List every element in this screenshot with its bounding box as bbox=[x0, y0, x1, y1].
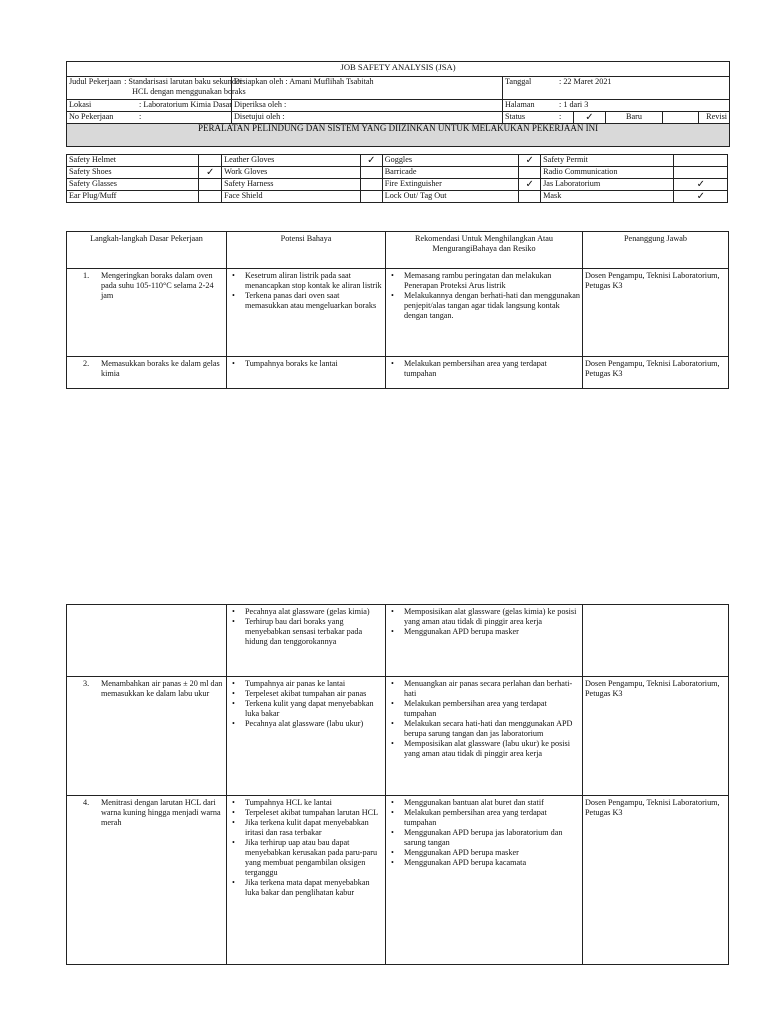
halaman-label: Halaman bbox=[505, 100, 535, 109]
jsa-steps-table-continued bbox=[66, 604, 729, 965]
recommendation-item: • Melakukan pembersihan area yang terdapat tumpahan bbox=[404, 359, 580, 379]
ppe-checkbox[interactable] bbox=[199, 191, 222, 203]
step-2-cell bbox=[67, 357, 227, 389]
lokasi-value: : Laboratorium Kimia Dasar bbox=[139, 100, 232, 109]
recommendation-item: • Memposisikan alat glassware (gelas kimia) ke posisi yang aman atau tidak di pinggir area kerja bbox=[404, 607, 580, 627]
hazard-item: • Terkena panas dari oven saat memasukkan atau mengeluarkan boraks bbox=[245, 291, 383, 311]
col-rekomendasi: Rekomendasi Untuk Menghilangkan Atau MengurangiBahaya dan Resiko bbox=[386, 232, 583, 269]
ppe-label: Safety Shoes bbox=[67, 167, 199, 179]
status-revisi-label: Revisi bbox=[699, 112, 730, 124]
recommendation-item: • Melakukannya dengan berhati-hati dan menggunakan penjepit/alas tangan agar tidak langsung kontak dengan tangan. bbox=[404, 291, 580, 321]
hazard-item: • Terhirup bau dari boraks yang menyebabkan sensasi terbakar pada hidung dan tenggorokannya bbox=[245, 617, 383, 647]
step-1-text: Mengeringkan boraks dalam oven pada suhu 105-110°C selama 2-24 jam bbox=[101, 271, 214, 300]
hazard-item: • Jika terkena kulit dapat menyebabkan iritasi dan rasa terbakar bbox=[245, 818, 383, 838]
tanggal-value: : 22 Maret 2021 bbox=[559, 77, 612, 86]
ppe-label: Work Gloves bbox=[222, 167, 361, 179]
step-4-pj: Dosen Pengampu, Teknisi Laboratorium, Petugas K3 bbox=[583, 796, 729, 965]
ppe-checkbox[interactable] bbox=[360, 167, 382, 179]
step-2-continued-hazards bbox=[227, 605, 386, 677]
step-2-recommendations bbox=[386, 357, 583, 389]
ppe-checkbox[interactable]: ✓ bbox=[519, 155, 541, 167]
status-cell bbox=[503, 112, 574, 124]
hazard-item: • Tumpahnya HCL ke lantai bbox=[245, 798, 383, 808]
step-3-cell bbox=[67, 677, 227, 796]
col-potensi: Potensi Bahaya bbox=[227, 232, 386, 269]
tanggal-label: Tanggal bbox=[505, 77, 532, 86]
hazard-item: • Terpeleset akibat tumpahan larutan HCL bbox=[245, 808, 383, 818]
ppe-label: Mask bbox=[541, 191, 674, 203]
step-2-continued-recommendations bbox=[386, 605, 583, 677]
ppe-checkbox[interactable] bbox=[519, 191, 541, 203]
recommendation-item: • Memasang rambu peringatan dan melakukan Penerapan Proteksi Arus listrik bbox=[404, 271, 580, 291]
status-baru-check[interactable]: ✓ bbox=[574, 112, 606, 124]
step-3-recommendations bbox=[386, 677, 583, 796]
judul-label: Judul Pekerjaan bbox=[69, 77, 122, 86]
diperiksa-oleh: Diperiksa oleh : bbox=[232, 100, 503, 112]
ppe-label: Jas Laboratorium bbox=[541, 179, 674, 191]
recommendation-item: • Menggunakan APD berupa kacamata bbox=[404, 858, 580, 868]
ppe-label: Leather Gloves bbox=[222, 155, 361, 167]
tanggal-cell bbox=[503, 77, 730, 100]
ppe-label: Safety Helmet bbox=[67, 155, 199, 167]
hazard-item: • Tumpahnya boraks ke lantai bbox=[245, 359, 383, 369]
step-2-continued-cell bbox=[67, 605, 227, 677]
step-3-hazards bbox=[227, 677, 386, 796]
hazard-item: • Terpeleset akibat tumpahan air panas bbox=[245, 689, 383, 699]
jsa-title: JOB SAFETY ANALYSIS (JSA) bbox=[67, 62, 730, 77]
hazard-item: • Pecahnya alat glassware (gelas kimia) bbox=[245, 607, 383, 617]
step-2-hazards bbox=[227, 357, 386, 389]
ppe-label: Safety Glasses bbox=[67, 179, 199, 191]
judul-pekerjaan-cell bbox=[67, 77, 246, 100]
hazard-item: • Terkena kulit yang dapat menyebabkan luka bakar bbox=[245, 699, 383, 719]
jsa-steps-table bbox=[66, 231, 729, 389]
step-2-continued-pj bbox=[583, 605, 729, 677]
ppe-label: Radio Communication bbox=[541, 167, 674, 179]
ppe-checkbox[interactable] bbox=[199, 179, 222, 191]
ppe-label: Lock Out/ Tag Out bbox=[382, 191, 519, 203]
ppe-label: Face Shield bbox=[222, 191, 361, 203]
step-4-text: Menitrasi dengan larutan HCL dari warna kuning hingga menjadi warna merah bbox=[101, 798, 221, 827]
lokasi-cell bbox=[67, 100, 232, 112]
recommendation-item: • Menggunakan APD berupa masker bbox=[404, 627, 580, 637]
recommendation-item: • Melakukan pembersihan area yang terdapat tumpahan bbox=[404, 808, 580, 828]
hazard-item: • Pecahnya alat glassware (labu ukur) bbox=[245, 719, 383, 729]
step-3-pj: Dosen Pengampu, Teknisi Laboratorium, Petugas K3 bbox=[583, 677, 729, 796]
jsa-header-table bbox=[66, 61, 730, 147]
step-1-pj: Dosen Pengampu, Teknisi Laboratorium, Petugas K3 bbox=[583, 269, 729, 357]
step-1-hazards bbox=[227, 269, 386, 357]
step-4-hazards bbox=[227, 796, 386, 965]
recommendation-item: • Menuangkan air panas secara perlahan dan berhati-hati bbox=[404, 679, 580, 699]
lokasi-label: Lokasi bbox=[69, 100, 92, 109]
hazard-item: • Jika terkena mata dapat menyebabkan luka bakar dan penglihatan kabur bbox=[245, 878, 383, 898]
ppe-label: Fire Extinguisher bbox=[382, 179, 519, 191]
ppe-checkbox[interactable]: ✓ bbox=[674, 191, 728, 203]
step-3-text: Menambahkan air panas ± 20 ml dan memasukkan ke dalam labu ukur bbox=[101, 679, 223, 698]
ppe-checkbox[interactable] bbox=[674, 155, 728, 167]
ppe-label: Safety Permit bbox=[541, 155, 674, 167]
col-penanggung: Penanggung Jawab bbox=[583, 232, 729, 269]
recommendation-item: • Memposisikan alat glassware (labu ukur) ke posisi yang aman atau tidak di pinggir area kerja bbox=[404, 739, 580, 759]
step-4-recommendations bbox=[386, 796, 583, 965]
step-1-recommendations bbox=[386, 269, 583, 357]
ppe-checkbox[interactable]: ✓ bbox=[519, 179, 541, 191]
ppe-checkbox[interactable] bbox=[519, 167, 541, 179]
status-colon: : bbox=[559, 112, 562, 121]
recommendation-item: • Menggunakan bantuan alat buret dan statif bbox=[404, 798, 580, 808]
step-4-number: 4. bbox=[83, 798, 90, 807]
ppe-section-title: PERALATAN PELINDUNG DAN SISTEM YANG DIIZINKAN UNTUK MELAKUKAN PEKERJAAN INI bbox=[67, 124, 730, 147]
step-1-cell bbox=[67, 269, 227, 357]
step-2-text: Memasukkan boraks ke dalam gelas kimia bbox=[101, 359, 220, 378]
ppe-label: Ear Plug/Muff bbox=[67, 191, 199, 203]
status-revisi-check[interactable] bbox=[663, 112, 699, 124]
ppe-checkbox[interactable] bbox=[199, 155, 222, 167]
hazard-item: • Kesetrum aliran listrik pada saat menancapkan stop kontak ke aliran listrik bbox=[245, 271, 383, 291]
recommendation-item: • Melakukan secara hati-hati dan menggunakan APD berupa sarung tangan dan jas laboratorium bbox=[404, 719, 580, 739]
recommendation-item: • Menggunakan APD berupa jas laboratorium dan sarung tangan bbox=[404, 828, 580, 848]
status-label: Status bbox=[505, 112, 526, 121]
step-3-number: 3. bbox=[83, 679, 90, 688]
ppe-checkbox[interactable] bbox=[360, 191, 382, 203]
ppe-checkbox[interactable] bbox=[674, 167, 728, 179]
recommendation-item: • Melakukan pembersihan area yang terdapat tumpahan bbox=[404, 699, 580, 719]
judul-value bbox=[124, 77, 246, 97]
step-2-number: 2. bbox=[83, 359, 90, 368]
no-pekerjaan-cell bbox=[67, 112, 232, 124]
step-2-pj: Dosen Pengampu, Teknisi Laboratorium, Petugas K3 bbox=[583, 357, 729, 389]
ppe-checkbox[interactable]: ✓ bbox=[674, 179, 728, 191]
hazard-item: • Tumpahnya air panas ke lantai bbox=[245, 679, 383, 689]
nopek-value: : bbox=[139, 112, 142, 121]
ppe-label: Goggles bbox=[382, 155, 519, 167]
nopek-label: No Pekerjaan bbox=[69, 112, 114, 121]
ppe-label: Barricade bbox=[382, 167, 519, 179]
ppe-table bbox=[66, 154, 728, 203]
ppe-checkbox[interactable]: ✓ bbox=[360, 155, 382, 167]
disiapkan-oleh: Disiapkan oleh : Amani Muflihah Tsabitah bbox=[232, 77, 503, 100]
recommendation-item: • Menggunakan APD berupa masker bbox=[404, 848, 580, 858]
status-baru-label: Baru bbox=[606, 112, 663, 124]
ppe-checkbox[interactable] bbox=[360, 179, 382, 191]
disetujui-oleh: Disetujui oleh : bbox=[232, 112, 503, 124]
ppe-checkbox[interactable]: ✓ bbox=[199, 167, 222, 179]
hazard-item: • Jika terhirup uap atau bau dapat menyebabkan kerusakan pada paru-paru yang membuat pengambilan oksigen terganggu bbox=[245, 838, 383, 878]
halaman-cell bbox=[503, 100, 730, 112]
ppe-label: Safety Harness bbox=[222, 179, 361, 191]
col-langkah: Langkah-langkah Dasar Pekerjaan bbox=[67, 232, 227, 269]
judul-value-line1: : Standarisasi larutan baku sekunder bbox=[124, 77, 243, 86]
judul-value-line2: HCL dengan menggunakan boraks bbox=[132, 87, 246, 96]
halaman-value: : 1 dari 3 bbox=[559, 100, 589, 109]
step-1-number: 1. bbox=[83, 271, 90, 280]
step-4-cell bbox=[67, 796, 227, 965]
